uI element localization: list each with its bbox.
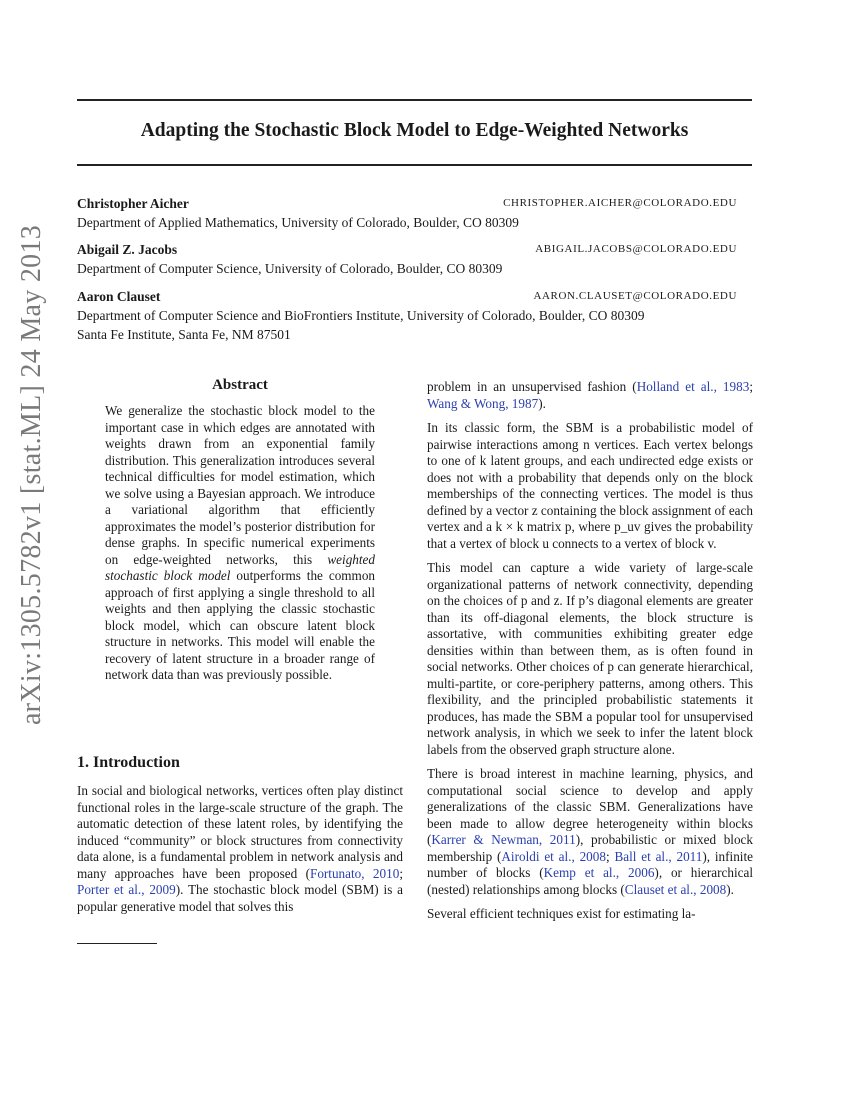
- author-block-3: [77, 287, 737, 344]
- text-part: ), infinite number of blocks (: [427, 848, 753, 880]
- text-part: ).: [538, 395, 546, 411]
- abstract-emphasis: weighted stochastic block model: [105, 551, 375, 583]
- abstract-text: [105, 403, 375, 684]
- intro-text-part: ). The stochastic block model (SBM) is a popular generative model that solves this: [77, 882, 403, 914]
- author-affiliation: Department of Applied Mathematics, University of Colorado, Boulder, CO 80309: [77, 215, 519, 230]
- arxiv-sidebar: [8, 224, 56, 726]
- arxiv-identifier: arXiv:1305.5782v1 [stat.ML] 24 May 2013: [16, 224, 47, 726]
- paragraph: This model can capture a wide variety of large-scale organizational patterns of network connectivity, depending on the choices of p and z. If p’s diagonal elements are greater than its off-diagonal elements, the block structure is assortative, with communities exhibiting greater edge densities within than between them, as is often found in social networks. Other choices of p can generate hierarchical, multi-partite, or core-periphery patterns, among others. This flexibility, and the principled probabilistic statements it produces, has made the SBM a popular tool for unsupervised network analysis, in which we seek to infer the latent block labels from the observed graph structure alone.: [427, 560, 753, 757]
- author-email[interactable]: ABIGAIL.JACOBS@COLORADO.EDU: [535, 243, 737, 255]
- title-rule-bottom: [77, 164, 752, 166]
- citation-separator: ;: [749, 379, 753, 394]
- text-part: There is broad interest in machine learning, physics, and computational social science to develop and apply generalizations of the classic SBM. Generalizations have been made to allow degree heterogeneity within blocks (: [427, 766, 753, 847]
- paragraph: [427, 379, 753, 412]
- citation-link[interactable]: Holland et al., 1983: [636, 379, 750, 394]
- author-block-2: [77, 240, 737, 278]
- author-affiliation: Department of Computer Science, University of Colorado, Boulder, CO 80309: [77, 261, 503, 276]
- abstract-heading: Abstract: [212, 377, 268, 393]
- citation-link[interactable]: Karrer & Newman, 2011: [431, 832, 576, 847]
- footnote-rule: [77, 943, 157, 944]
- title-rule-top: [77, 99, 752, 101]
- paragraph: [427, 766, 753, 898]
- citation-separator: ;: [605, 848, 615, 864]
- author-email[interactable]: AARON.CLAUSET@COLORADO.EDU: [533, 290, 737, 302]
- citation-separator: ;: [399, 865, 403, 881]
- citation-link[interactable]: Fortunato, 2010: [309, 865, 400, 881]
- citation-link[interactable]: Clauset et al., 2008: [624, 881, 727, 897]
- author-name: Abigail Z. Jacobs: [77, 242, 178, 257]
- text-part: problem in an unsupervised fashion (: [427, 379, 637, 394]
- citation-link[interactable]: Wang & Wong, 1987: [427, 395, 539, 411]
- section-heading-introduction: 1. Introduction: [77, 754, 180, 771]
- paper-title: Adapting the Stochastic Block Model to Edge-Weighted Networks: [140, 120, 689, 141]
- citation-link[interactable]: Kemp et al., 2006: [543, 865, 655, 880]
- right-column: [427, 379, 753, 931]
- citation-link[interactable]: Porter et al., 2009: [77, 882, 176, 897]
- text-part: ).: [726, 881, 734, 897]
- citation-link[interactable]: Airoldi et al., 2008: [501, 848, 606, 864]
- abstract-text-part: outperforms the common approach of first applying a single threshold to all weights and then applying the classic stochastic block model, which can obscure latent block structure in networks. This model will enable the recovery of latent structure in a broader range of network data than was previously possible.: [105, 568, 376, 682]
- text-part: ), probabilistic or mixed block membership (: [427, 832, 754, 864]
- author-name: Christopher Aicher: [77, 196, 189, 211]
- intro-paragraph: [77, 783, 403, 915]
- abstract-text-part: We generalize the stochastic block model to the important case in which edges are annotated with weights drawn from an exponential family distribution. This generalization introduces several technical difficulties for model estimation, which we solve using a Bayesian approach. We introduce a variational algorithm that efficiently approximates the model’s posterior distribution for dense graphs. In specific numerical experiments on edge-weighted networks, this: [105, 403, 375, 567]
- paragraph: In its classic form, the SBM is a probabilistic model of pairwise interactions among n vertices. Each vertex belongs to one of k latent groups, and each undirected edge exists or does not with a probability that depends only on the block memberships of the connecting vertices. The model is thus defined by a vector z containing the block assignment of each vertex and a k × k matrix p, where p_uv gives the probability that a vertex of block u connects to a vertex of block v.: [427, 420, 753, 551]
- author-name: Aaron Clauset: [77, 289, 161, 304]
- author-email[interactable]: CHRISTOPHER.AICHER@COLORADO.EDU: [503, 197, 737, 209]
- text-part: ), or hierarchical (nested) relationships among blocks (: [427, 865, 754, 897]
- intro-text-part: In social and biological networks, vertices often play distinct functional roles in the large-scale structure of the graph. The automatic detection of these latent roles, by identifying the induced “community” or block structures from connectivity data alone, is a fundamental problem in network analysis and many approaches have been proposed (: [77, 783, 403, 881]
- paragraph: Several efficient techniques exist for estimating la-: [427, 906, 696, 921]
- author-affiliation: Department of Computer Science and BioFrontiers Institute, University of Colorado, Boulder, CO 80309: [77, 308, 645, 323]
- author-affiliation: Santa Fe Institute, Santa Fe, NM 87501: [77, 327, 291, 342]
- citation-link[interactable]: Ball et al., 2011: [614, 848, 703, 864]
- author-block-1: [77, 194, 737, 232]
